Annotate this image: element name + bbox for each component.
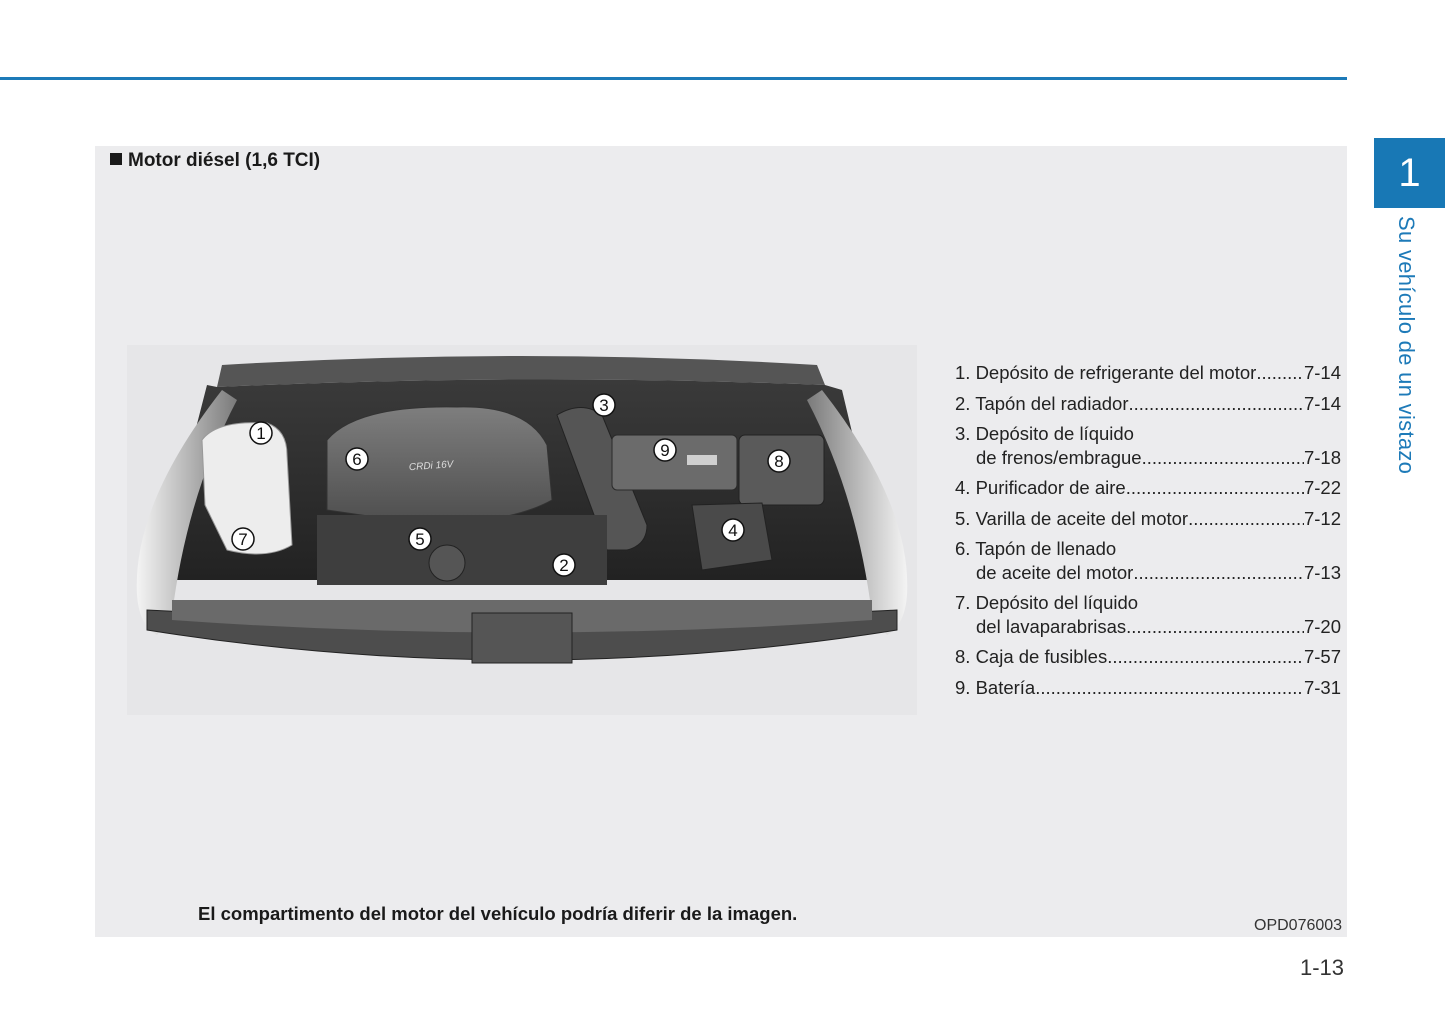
part-label: 3. Depósito de líquido xyxy=(955,423,1134,444)
leader-dots xyxy=(1142,446,1304,470)
engine-badge: CRDi 16V xyxy=(408,459,454,474)
part-label: 4. Purificador de aire xyxy=(955,477,1126,498)
part-label: 1. Depósito de refrigerante del motor xyxy=(955,362,1257,383)
part-item-9[interactable] xyxy=(955,676,1341,700)
part-page: 7-14 xyxy=(1303,392,1341,414)
callout-3[interactable] xyxy=(593,394,615,416)
section-heading-text: Motor diésel (1,6 TCI) xyxy=(128,150,321,171)
svg-text:3: 3 xyxy=(599,396,609,415)
svg-text:8: 8 xyxy=(774,452,784,471)
parts-list xyxy=(955,361,1341,706)
part-page: 7-14 xyxy=(1303,362,1341,383)
part-page: 7-20 xyxy=(1303,615,1341,637)
svg-text:9: 9 xyxy=(660,441,670,460)
leader-dots xyxy=(1133,561,1304,585)
part-label: 7. Depósito del líquido xyxy=(955,592,1139,613)
chapter-title: Su vehículo de un vistazo xyxy=(1394,216,1419,475)
part-page: 7-31 xyxy=(1303,676,1341,698)
callout-8[interactable] xyxy=(768,450,790,472)
leader-dots xyxy=(1126,615,1304,639)
image-disclaimer: El compartimento del motor del vehículo podría diferir de la imagen. xyxy=(198,903,798,924)
part-page: 7-18 xyxy=(1303,446,1341,468)
part-item-1[interactable] xyxy=(955,361,1341,385)
svg-text:6: 6 xyxy=(352,450,362,469)
part-item-7[interactable] xyxy=(955,591,1341,638)
part-item-4[interactable] xyxy=(955,476,1341,500)
leader-dots xyxy=(1035,676,1304,700)
square-bullet-icon xyxy=(110,153,122,165)
callout-4[interactable] xyxy=(722,519,744,541)
part-label: 9. Batería xyxy=(955,676,1036,698)
engine-compartment-illustration xyxy=(127,345,917,715)
leader-dots xyxy=(1188,507,1304,531)
part-page: 7-13 xyxy=(1303,561,1341,583)
callout-7[interactable] xyxy=(232,528,254,550)
part-page: 7-57 xyxy=(1303,646,1341,667)
svg-text:4: 4 xyxy=(728,521,738,540)
part-label: 2. Tapón del radiador xyxy=(955,392,1129,414)
part-item-5[interactable] xyxy=(955,507,1341,531)
part-item-6[interactable] xyxy=(955,537,1341,584)
callout-2[interactable] xyxy=(553,554,575,576)
svg-text:7: 7 xyxy=(238,530,248,549)
part-label-continued: del lavaparabrisas xyxy=(976,615,1127,637)
part-label-continued: de frenos/embrague xyxy=(976,446,1142,468)
callout-1[interactable] xyxy=(250,422,272,444)
part-label-continued: de aceite del motor xyxy=(976,561,1134,583)
part-label: 5. Varilla de aceite del motor xyxy=(955,507,1189,529)
leader-dots xyxy=(1126,476,1304,500)
part-item-2[interactable] xyxy=(955,392,1341,416)
chapter-number-tab[interactable]: 1 xyxy=(1374,138,1445,208)
oil-filter xyxy=(429,545,465,581)
page-number: 1-13 xyxy=(1300,955,1345,980)
svg-text:5: 5 xyxy=(415,530,425,549)
part-label: 8. Caja de fusibles xyxy=(955,646,1108,667)
part-item-8[interactable] xyxy=(955,645,1341,669)
callout-9[interactable] xyxy=(654,439,676,461)
leader-dots xyxy=(1128,392,1303,416)
callout-5[interactable] xyxy=(409,528,431,550)
leader-dots xyxy=(1107,645,1304,669)
svg-text:1: 1 xyxy=(256,424,266,443)
leader-dots xyxy=(1256,361,1304,385)
callout-6[interactable] xyxy=(346,448,368,470)
header-rule xyxy=(0,77,1347,80)
part-page: 7-22 xyxy=(1303,477,1341,498)
svg-text:2: 2 xyxy=(559,556,569,575)
figure-code: OPD076003 xyxy=(1254,917,1343,934)
battery-label xyxy=(687,455,717,465)
hood-latch xyxy=(472,613,572,663)
section-heading xyxy=(110,150,320,172)
part-label: 6. Tapón de llenado xyxy=(955,538,1117,559)
part-item-3[interactable] xyxy=(955,422,1341,469)
part-page: 7-12 xyxy=(1303,507,1341,529)
